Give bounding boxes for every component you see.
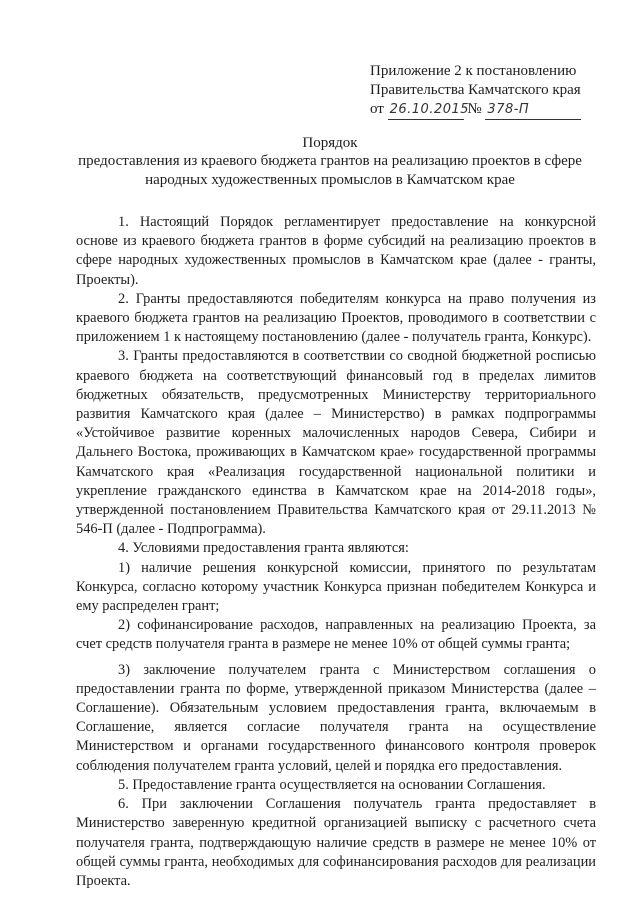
document-body [76,207,596,891]
paragraph-2: 2. Гранты предоставляются победителям конкурса на право получения из краевого бюджета грантов на реализацию Проектов, проводимого в соответствии с приложением 1 к настоящему постановлению (далее - получатель гранта, Конкурс). [76,290,596,346]
paragraph-5: 5. Предоставление гранта осуществляется на основании Соглашения. [118,776,546,793]
paragraph-3: 3. Гранты предоставляются в соответствии со сводной бюджетной росписью краевого бюджета на соответствующий финансовый год в пределах лимитов бюджетных обязательств, предусмотренных Министерству территориального развития Камчатского края (далее – Министерство) в рамках подпрограммы «Устойчивое развитие коренных малочисленных народов Севера, Сибири и Дальнего Востока, проживающих в Камчатском крае» государственной программы Камчатского края «Реализация государственной национальной политики и укрепление гражданского единства в Камчатском крае на 2014-2018 годы», утвержденной постановлением Правительства Камчатского края от 29.11.2013 № 546-П (далее - Подпрограмма). [76,348,596,538]
annex-line-2: Правительства Камчатского края [370,82,581,98]
paragraph-4-item-3: 3) заключение получателем гранта с Министерством соглашения о предоставлении гранта по форме, утвержденной приказом Министерства (далее – Соглашение). Обязательным условием предоставления гранта, включаемым в Соглашение, является согласие получателя гранта на осуществление Министерством и органами государственного финансового контроля проверок соблюдения получателем гранта условий, целей и порядка его предоставления. [76,661,596,774]
annex-header [370,62,581,120]
document-subtitle-line-2: народных художественных промыслов в Камчатском крае [145,172,515,188]
document-subtitle-line-1: предоставления из краевого бюджета грантов на реализацию проектов в сфере [78,153,582,169]
number-sign: № [467,101,482,117]
annex-date-line [370,100,581,120]
paragraph-4-item-2: 2) софинансирование расходов, направленных на реализацию Проекта, за счет средств получателя гранта в размере не менее 10% от общей суммы гранта; [76,617,596,653]
date-prefix: от [370,101,384,117]
handwritten-date: 26.10.2015 [388,100,464,120]
handwritten-number: 378-П [485,100,581,120]
paragraph-4: 4. Условиями предоставления гранта являются: [118,540,409,557]
paragraph-6: 6. При заключении Соглашения получатель гранта предоставляет в Министерство заверенную кредитной организацией выписку с расчетного счета получателя гранта, подтверждающую наличие средств в размере не менее 10% от общей суммы гранта, необходимых для софинансирования расходов для реализации Проекта. [76,796,596,889]
paragraph-4-item-1: 1) наличие решения конкурсной комиссии, принятого по результатам Конкурса, согласно которому участник Конкурса признан победителем Конкурса и ему распределен грант; [76,559,596,615]
document-title: Порядок [302,135,358,151]
annex-line-1: Приложение 2 к постановлению [370,63,577,79]
paragraph-1: 1. Настоящий Порядок регламентирует предоставление на конкурсной основе из краевого бюджета грантов в форме субсидий на реализацию проектов в сфере народных художественных промыслов в Камчатском крае (далее - гранты, Проекты). [76,214,596,288]
